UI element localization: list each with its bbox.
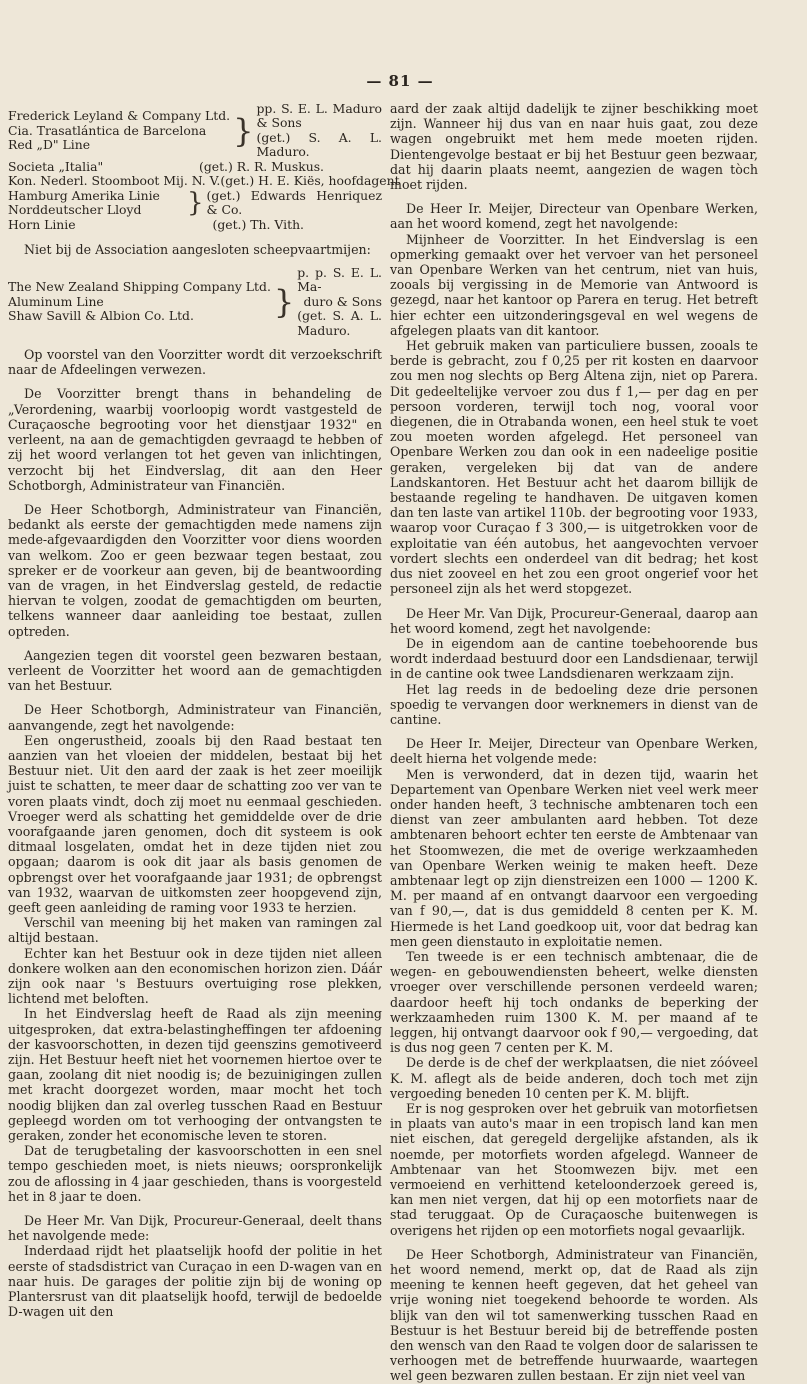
paragraph: De Heer Mr. Van Dijk, Procureur-Generaal, daarop aan het woord komend, zegt het navolgende:: [390, 605, 758, 636]
shipping-line-name: Shaw Savill & Albion Co. Ltd.: [8, 308, 194, 324]
paragraph: Het gebruik maken van particuliere bussen, zooals te berde is gebracht, zou f 0,25 per rit kosten en daarvoor zou men nog slechts op Berg Altena zijn, niet op Parera. Dit gedeeltelijke vervoer zou dus f 1,— per dag en per persoon vorderen, terwijl toch nog, vooral voor diegenen, die in Otrabanda wonen, een heel stuk te voet zou moeten worden afgelegd. Het personeel van Openbare Werken zou dan ook in een nadeelige positie geraken, vergeleken bij dat van de andere Landskantoren. Het Bestuur acht het daarom billijk de bestaande regeling te handhaven. De uitgaven komen dan ten laste van artikel 110b. der begrooting voor 1933, waarop voor Curaçao f 3 300,— is uitgetrokken voor de exploitatie van één autobus, het aangevochten vervoer vordert slechts een onderdeel van dit bedrag; het kost dus niet zooveel en het zou een groot ongerief voor het personeel zijn als het werd stopgezet.: [390, 338, 758, 597]
shipping-row: [8, 160, 382, 174]
agent-line: (get. S. A. L. Maduro.: [297, 308, 382, 338]
paragraph: In het Eindverslag heeft de Raad als zijn meening uitgesproken, dat extra-belastingheffingen ter afdoening der kasvoorschotten, in dezen tijd geenszins gemotiveerd zijn. Het Bestuur heeft niet het voornemen hiertoe over te gaan, zoolang dit niet noodig is; de bezuinigingen zullen met kracht doorgezet worden, maar mocht het toch noodig blijken dan zal overleg tusschen Raad en Bestuur gepleegd worden om tot verhooging der ontvangsten te geraken, zonder het economische leven te storen.: [8, 1006, 382, 1144]
paragraph: Het lag reeds in de bedoeling deze drie personen spoedig te vervangen door werknemers in dienst van de cantine.: [390, 681, 758, 727]
shipping-group-2: [8, 188, 382, 218]
page-number: — 81 —: [366, 72, 434, 90]
agent-line: (get.) Th. Vith.: [212, 217, 304, 233]
agent-line: (get.) Edwards Henriquez & Co.: [206, 188, 382, 218]
shipping-group-1: [8, 102, 382, 160]
shipping-line-name: Horn Linie: [8, 217, 76, 233]
agent-line: (get.) S. A. L. Maduro.: [256, 129, 382, 160]
agent-line: pp. S. E. L. Maduro & Sons: [256, 101, 382, 131]
brace: }: [187, 188, 204, 219]
paragraph: Mijnheer de Voorzitter. In het Eindverslag is een opmerking gemaakt over het vervoer van het personeel van Openbare Werken van het centrum, niet van huis, zooals bij vergissing in de Memorie van Antwoord is gezegd, naar het kantoor op Parera en terug. Het betreft hier echter een uitzonderingsgeval en wel wegens de afgelegen plaats van dit kantoor.: [390, 231, 758, 338]
paragraph: De Voorzitter brengt thans in behandeling de „Verordening, waarbij voorloopig wordt vastgesteld de Curaçaosche begrooting voor het dienstjaar 1932" en verleent, na aan de gemachtigden gevraagd te hebben of zij het woord verlangen tot het geven van inlichtingen, verzocht bij het Eindverslag, dit aan den Heer Schotborgh, Administrateur van Financiën.: [8, 386, 382, 493]
paragraph: De Heer Ir. Meijer, Directeur van Openbare Werken, deelt hierna het volgende mede:: [390, 736, 758, 767]
agent-line: (get.) H. E. Kiës, hoofdagent: [220, 173, 400, 189]
shipping-line-name: Hamburg Amerika Linie: [8, 188, 160, 204]
paragraph: Een ongerustheid, zooals bij den Raad bestaat ten aanzien van het vloeien der middelen, bestaat bij het Bestuur niet. Uit den aard der zaak is het zeer moeilijk juist te schatten, te meer daar de schatting zoo ver van te voren plaats vindt, doch zij moet nu eenmaal geschieden. Vroeger werd als schatting het gemiddelde over de drie voorafgaande jaren genomen, doch dit systeem is ook ditmaal losgelaten, omdat het in deze tijden niet zou opgaan; daarom is ook dit jaar als basis genomen de opbrengst over het voorafgaande jaar 1931; de opbrengst van 1932, waarvan de uitkomsten zeer hoopgevend zijn, geeft geen aanleiding de raming voor 1933 te herzien.: [8, 732, 382, 915]
paragraph: Verschil van meening bij het maken van ramingen zal altijd bestaan.: [8, 915, 382, 946]
paragraph: De Heer Schotborgh, Administrateur van Financiën, het woord nemend, merkt op, dat de Raad als zijn meening te kennen heeft gegeven, dat het geheel van vrije woning niet toegekend behoorde te worden. Als blijk van den wil tot samenwerking tusschen Raad en Bestuur is het Bestuur bereid bij de betreffende posten den wensch van den Raad te volgen door de salarissen te verhoogen met de betreffende huurwaarde, waartegen wel geen bezwaren zullen bestaan. Er zijn niet veel van: [390, 1246, 758, 1384]
paragraph: Er is nog gesproken over het gebruik van motorfietsen in plaats van auto's maar in een tropisch land kan men niet eischen, dat geregeld dergelijke afstanden, als ik noemde, per motorfiets worden afgelegd. Wanneer de Ambtenaar van het Stoomwezen bijv. met een vermoeiend en verhittend keteloonderzoek gereed is, kan men niet vergen, dat hij op een motorfiets naar de stad teruggaat. Op de Curaçaosche buitenwegen is overigens het rijden op een motorfiets nogal gevaarlijk.: [390, 1101, 758, 1238]
agent-line: duro & Sons: [303, 293, 382, 309]
paragraph: Ten tweede is er een technisch ambtenaar, die de wegen- en gebouwendiensten beheert, welke diensten vroeger over verschillende personen verdeeld waren; daardoor heeft hij toch ondanks de beperking der werkzaamheden ruim 1300 K. M. per maand af te leggen, hij ontvangt daarvoor ook f 90,— vergoeding, dat is dus nog geen 7 centen per K. M.: [390, 948, 758, 1056]
paragraph: aard der zaak altijd dadelijk te zijner beschikking moet zijn. Wanneer hij dus van en naar huis gaat, zou deze wagen ongebruikt met hem mede moeten rijden. Dientengevolge bestaat er bij het Bestuur geen bezwaar, dat hij daarin plaats neemt, aangezien de wagen tòch moet rijden.: [390, 101, 758, 193]
shipping-line-name: Kon. Nederl. Stoomboot Mij. N. V.: [8, 173, 221, 189]
paragraph: De derde is de chef der werkplaatsen, die niet zóóveel K. M. aflegt als de beide anderen, doch toch met zijn vergoeding beneden 10 centen per K. M. blijft.: [390, 1055, 758, 1101]
paragraph: Inderdaad rijdt het plaatselijk hoofd der politie in het eerste of stadsdistrict van Curaçao in een D-wagen van en naar huis. De garages der politie zijn bij de woning op Plantersrust van dit plaatselijk hoofd, terwijl de bedoelde D-wagen uit den: [8, 1243, 382, 1320]
shipping-line-name: Societa „Italia": [8, 158, 104, 174]
paragraph: Echter kan het Bestuur ook in deze tijden niet alleen donkere wolken aan den economischen horizon zien. Dáár zijn ook naar 's Bestuurs overtuiging rose plekken, lichtend met beloften.: [8, 945, 382, 1007]
paragraph: De Heer Schotborgh, Administrateur van Financiën, aanvangende, zegt het navolgende:: [8, 702, 382, 733]
shipping-line-name: Cia. Trasatlántica de Barcelona: [8, 122, 207, 138]
paragraph: De Heer Ir. Meijer, Directeur van Openbare Werken, aan het woord komend, zegt het navolgende:: [390, 201, 758, 232]
left-column: [8, 101, 400, 1320]
right-column: [390, 101, 758, 1384]
shipping-line-name: Aluminum Line: [8, 293, 104, 309]
paragraph: De Heer Mr. Van Dijk, Procureur-Generaal, deelt thans het navolgende mede:: [8, 1213, 382, 1244]
shipping-row: [8, 173, 400, 189]
paragraph: De Heer Schotborgh, Administrateur van Financiën, bedankt als eerste der gemachtigden mede namens zijn mede-afgevaardigden den Voorzitter voor diens woorden van welkom. Zoo er geen bezwaar tegen bestaat, zou spreker er de voorkeur aan geven, bij de beantwoording van de vragen, in het Eindverslag gesteld, de redactie hiervan te volgen, zoodat de gemachtigden om beurten, telkens wanneer daar aanleiding toe bestaat, zullen optreden.: [8, 501, 382, 639]
shipping-line-name: The New Zealand Shipping Company Ltd.: [8, 279, 271, 295]
brace: }: [273, 283, 295, 322]
shipping-row: [8, 218, 382, 232]
shipping-line-name: Frederick Leyland & Company Ltd.: [8, 108, 231, 124]
paragraph: Dat de terugbetaling der kasvoorschotten in een snel tempo geschieden moet, is niets nieuws; oorspronkelijk zou de aflossing in 4 jaar geschieden, thans is voorgesteld het in 8 jaar te doen.: [8, 1143, 382, 1204]
paragraph: Aangezien tegen dit voorstel geen bezwaren bestaan, verleent de Voorzitter het woord aan de gemachtigden van het Bestuur.: [8, 647, 382, 694]
shipping-line-name: Red „D" Line: [8, 137, 91, 153]
section-heading: Niet bij de Association aangesloten scheepvaartmijen:: [24, 241, 371, 257]
paragraph: Men is verwonderd, dat in dezen tijd, waarin het Departement van Openbare Werken niet veel werk meer onder handen heeft, 3 technische ambtenaren toch een dienst van zeer ambulanten aard hebben. Tot deze ambtenaren behoort echter ten eerste de Ambtenaar van het Stoomwezen, die met de overige werkzaamheden van Openbare Werken weinig te maken heeft. Deze ambtenaar legt op zijn dienstreizen een 1000 — 1200 K. M. per maand af en ontvangt daarvoor een vergoeding van f 90,—, dat is dus gemiddeld 8 centen per K. M. Hiermede is het Land goedkoop uit, voor dat bedrag kan men geen dienstauto in exploitatie nemen.: [390, 766, 758, 949]
shipping-group-3: [8, 266, 382, 338]
brace: }: [233, 111, 254, 150]
agent-line: p. p. S. E. L. Ma-: [297, 265, 382, 295]
agent-line: (get.) R. R. Muskus.: [198, 158, 324, 174]
paragraph: De in eigendom aan de cantine toebehoorende bus wordt inderdaad bestuurd door een Landsdienaar, terwijl in de cantine ook twee Landsdienaren werkzaam zijn.: [390, 635, 758, 682]
paragraph: Op voorstel van den Voorzitter wordt dit verzoekschrift naar de Afdeelingen verwezen.: [8, 347, 382, 378]
shipping-line-name: Norddeutscher Lloyd: [8, 202, 142, 218]
